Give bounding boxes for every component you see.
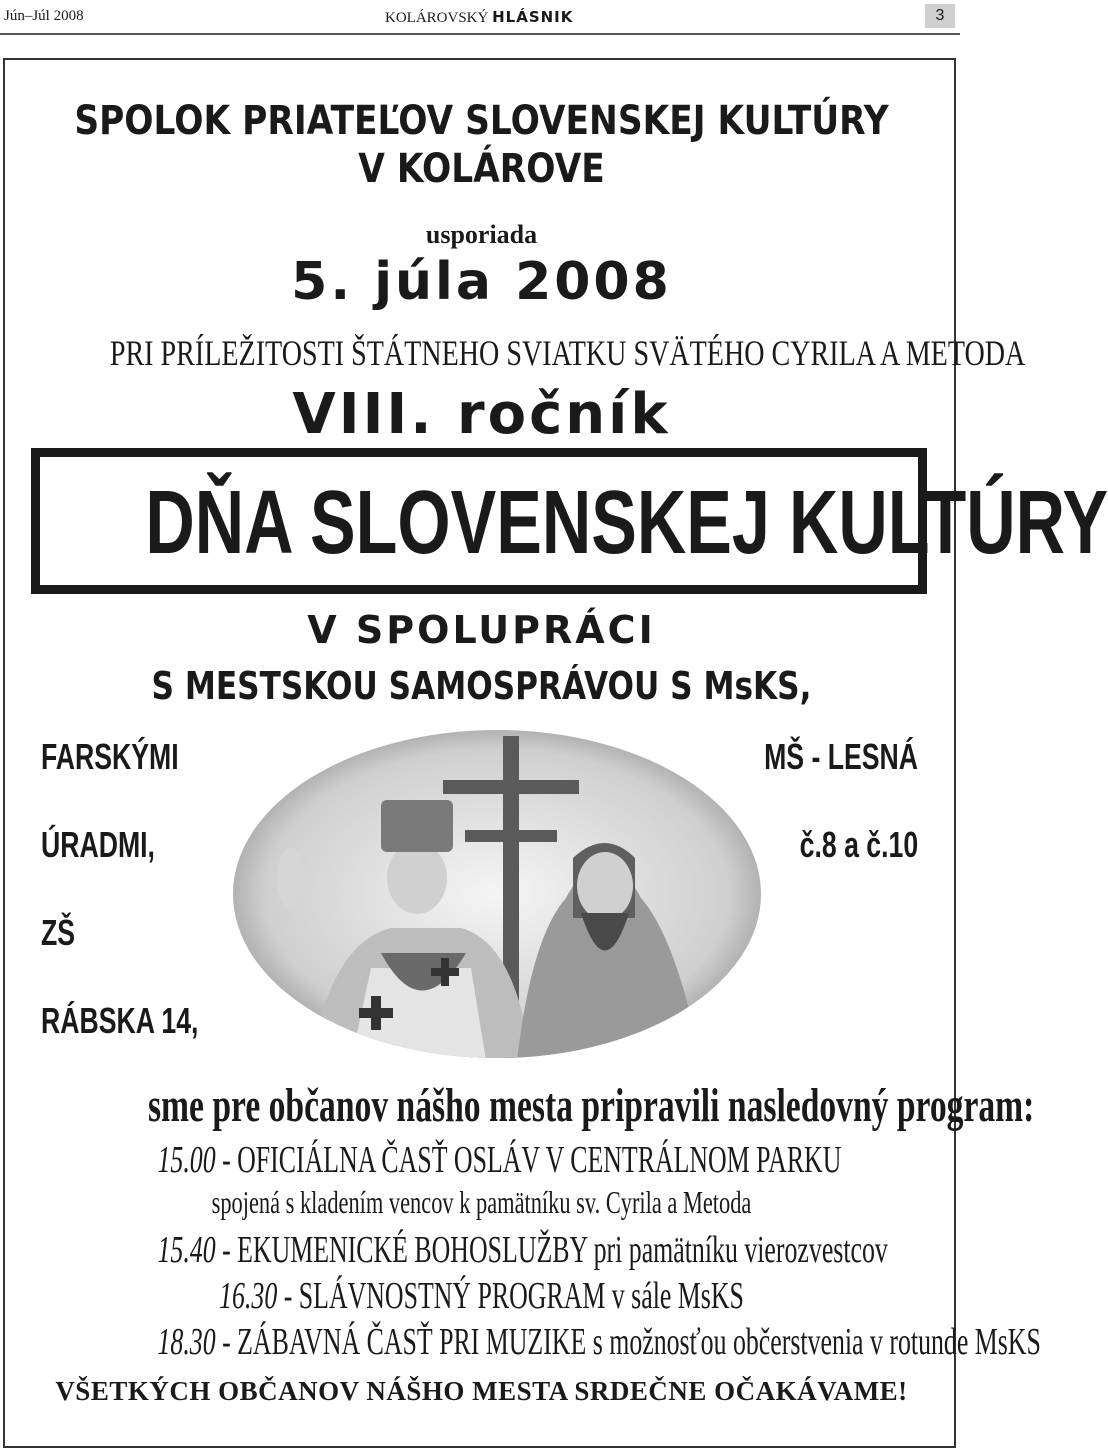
announce-verb: usporiada — [425, 220, 538, 249]
program-item-4 — [157, 1274, 805, 1318]
program-item-2 — [148, 1184, 815, 1221]
program-item-5 — [157, 1320, 1041, 1364]
left-partner-1: FARSKÝMI — [41, 736, 179, 777]
occasion-line: PRI PRÍLEŽITOSTI ŠTÁTNEHO SVIATKU SVÄTÉHO CYRILA A METODA — [109, 333, 1026, 373]
program-item-3 — [157, 1228, 888, 1272]
closing-invitation: VŠETKÝCH OBČANOV NÁŠHO MESTA SRDEČNE OČAKÁVAME! — [55, 1376, 908, 1406]
event-title-box — [31, 448, 1108, 594]
organizer-line-2: V KOLÁROVE — [358, 146, 605, 192]
program-time-3: 15.40 — [157, 1229, 216, 1271]
edition-line: VIII. ročník — [292, 382, 671, 447]
issue-date: Jún–Júl 2008 — [4, 8, 84, 24]
header-rule — [0, 33, 960, 35]
program-text-5: - ZÁBAVNÁ ČASŤ PRI MUZIKE s možnosťou občerstvenia v rotunde MsKS — [215, 1321, 1041, 1363]
right-partner-1: MŠ - LESNÁ — [764, 736, 918, 777]
paper-name-prefix: KOLÁROVSKÝ — [385, 10, 489, 26]
right-partner-2: č.8 a č.10 — [799, 824, 918, 865]
event-poster — [3, 58, 1108, 1448]
program-time-1: 15.00 — [157, 1139, 216, 1181]
program-intro: sme pre občanov nášho mesta pripravili nasledovný program: — [147, 1079, 1035, 1132]
left-partner-4: RÁBSKA 14, — [41, 1000, 199, 1041]
paper-name — [385, 8, 573, 27]
event-date: 5. júla 2008 — [291, 252, 672, 312]
organizer-line-1: SPOLOK PRIATEĽOV SLOVENSKEJ KULTÚRY — [74, 98, 889, 144]
program-time-5: 18.30 — [157, 1321, 216, 1363]
program-time-4: 16.30 — [219, 1275, 278, 1317]
program-text-4: - SLÁVNOSTNÝ PROGRAM v sále MsKS — [277, 1275, 744, 1317]
cooperation-line-2: S MESTSKOU SAMOSPRÁVOU S MsKS, — [151, 664, 812, 708]
event-title: DŇA SLOVENSKEJ KULTÚRY — [145, 473, 1108, 573]
cooperation-line-1: V SPOLUPRÁCI — [307, 608, 656, 652]
program-item-1 — [157, 1138, 842, 1182]
program-text-2: spojená s kladením vencov k pamätníku sv. Cyrila a Metoda — [211, 1184, 752, 1220]
page-number: 3 — [925, 4, 955, 28]
paper-name-accent: HLÁSNIK — [492, 8, 574, 26]
saints-cyril-methodius-image — [231, 728, 763, 1061]
program-text-3: - EKUMENICKÉ BOHOSLUŽBY pri pamätníku vierozvestcov — [215, 1229, 888, 1271]
left-partner-2: ÚRADMI, — [41, 824, 155, 865]
program-text-1: - OFICIÁLNA ČASŤ OSLÁV V CENTRÁLNOM PARKU — [215, 1139, 842, 1181]
page-header — [0, 0, 960, 34]
left-partner-3: ZŠ — [41, 912, 76, 953]
